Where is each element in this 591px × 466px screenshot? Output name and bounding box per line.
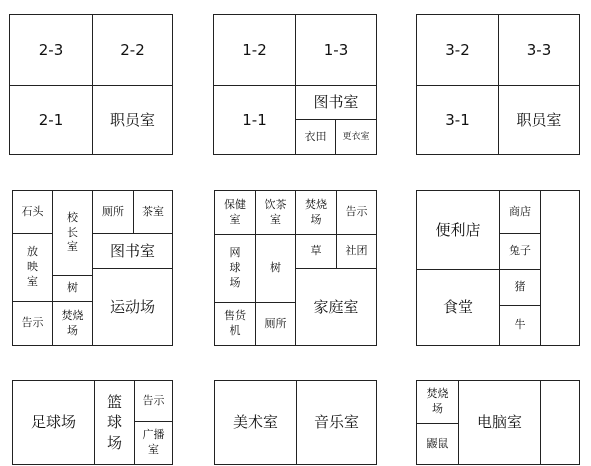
room-broadcast (134, 421, 172, 464)
room-label: 告示 (345, 205, 368, 219)
room-label: 广播室 (142, 428, 165, 456)
room-label: 商店 (509, 204, 531, 218)
building-c (416, 14, 580, 155)
building-i (416, 380, 580, 465)
room-label: 树 (270, 261, 281, 275)
room-label: 1-1 (242, 110, 267, 129)
room-library (92, 233, 172, 268)
room-cow (499, 305, 540, 345)
room-label: 告示 (21, 316, 44, 330)
room-label: 焚烧场 (426, 387, 449, 415)
room-label: 石头 (21, 204, 44, 218)
room-3-1 (417, 85, 498, 154)
room-label: 1-3 (323, 40, 349, 59)
room-label: 售货机 (223, 309, 246, 337)
room-tree (52, 275, 92, 301)
room-label: 美术室 (232, 413, 278, 432)
room-label: 家庭室 (313, 297, 359, 316)
room-label: 3-2 (445, 40, 470, 59)
room-incinerator (52, 301, 92, 345)
room-label: 告示 (142, 393, 165, 407)
room-3-3 (498, 15, 579, 85)
room-label: 食堂 (442, 298, 473, 317)
room-stone (13, 191, 52, 233)
room-toilet (92, 191, 133, 233)
room-1-2 (214, 15, 295, 85)
room-incinerator (295, 191, 336, 234)
room-label: 更衣室 (342, 131, 370, 142)
room-notice (336, 191, 376, 234)
room-label: 图书室 (313, 93, 359, 112)
room-staff (92, 85, 172, 154)
room-label: 3-3 (526, 40, 552, 59)
room-toilet (255, 302, 295, 345)
room-1-3 (295, 15, 376, 85)
building-g (12, 380, 173, 465)
room-label: 猪 (514, 280, 526, 294)
room-grass (295, 234, 336, 268)
building-a (9, 14, 173, 155)
room-club (336, 234, 376, 268)
room-label: 足球场 (30, 413, 76, 432)
room-label: 牛 (514, 318, 526, 332)
room-label: 3-1 (445, 110, 470, 129)
room-2-1 (10, 85, 92, 154)
room-sports-field (92, 268, 172, 345)
room-label: 社团 (345, 244, 368, 258)
room-tree (255, 234, 295, 302)
room-label: 焚烧场 (61, 308, 84, 337)
room-changing (335, 119, 376, 154)
building-d (12, 190, 173, 346)
room-blank-i (540, 381, 579, 464)
room-notice (13, 301, 52, 345)
room-tennis (215, 234, 255, 302)
room-label: 图书室 (109, 241, 155, 260)
room-vending (215, 302, 255, 345)
room-label: 厕所 (102, 204, 124, 218)
room-mole (417, 423, 458, 464)
room-staff (498, 85, 579, 154)
room-computer (458, 381, 540, 464)
room-notice (134, 381, 172, 421)
room-label: 衣田 (304, 129, 327, 143)
room-principal (52, 191, 92, 275)
room-label: 厕所 (264, 316, 287, 330)
room-label: 便利店 (435, 220, 481, 239)
room-label: 树 (67, 281, 78, 295)
building-e (214, 190, 377, 346)
room-canteen (417, 269, 499, 345)
room-2-3 (10, 15, 92, 85)
room-rabbit (499, 233, 540, 269)
room-label: 音乐室 (313, 413, 359, 432)
room-music (296, 381, 376, 464)
room-label: 兔子 (509, 244, 531, 258)
room-label: 校长室 (67, 210, 78, 254)
room-tea (133, 191, 172, 233)
building-h (214, 380, 377, 465)
room-label: 茶室 (142, 204, 164, 218)
room-home (295, 268, 376, 345)
room-label: 饮茶室 (264, 197, 287, 226)
room-label: 1-2 (242, 40, 267, 59)
room-blank-f (540, 191, 579, 345)
room-label: 2-1 (38, 110, 64, 129)
room-label: 运动场 (109, 297, 155, 316)
room-health (215, 191, 255, 234)
room-football (13, 381, 94, 464)
room-label: 2-3 (38, 40, 64, 59)
building-b (213, 14, 377, 155)
room-label: 鼹鼠 (426, 436, 449, 450)
room-label: 篮球场 (106, 393, 122, 452)
room-convenience (417, 191, 499, 269)
room-incinerator (417, 381, 458, 423)
room-shop (499, 191, 540, 233)
room-clothes (295, 119, 335, 154)
room-label: 电脑室 (476, 413, 522, 432)
room-drinks (255, 191, 295, 234)
room-2-2 (92, 15, 172, 85)
room-label: 2-2 (120, 40, 145, 59)
room-label: 保健室 (223, 197, 246, 226)
room-label: 职员室 (516, 110, 562, 129)
room-library (295, 85, 376, 119)
room-pig (499, 269, 540, 305)
room-label: 焚烧场 (304, 197, 327, 226)
room-label: 草 (310, 244, 322, 258)
building-f (416, 190, 580, 346)
room-screening (13, 233, 52, 301)
room-basketball (94, 381, 134, 464)
room-label: 职员室 (109, 110, 155, 129)
room-3-2 (417, 15, 498, 85)
room-art (215, 381, 296, 464)
room-1-1 (214, 85, 295, 154)
room-label: 网球场 (229, 246, 241, 289)
room-label: 放映室 (27, 245, 38, 288)
